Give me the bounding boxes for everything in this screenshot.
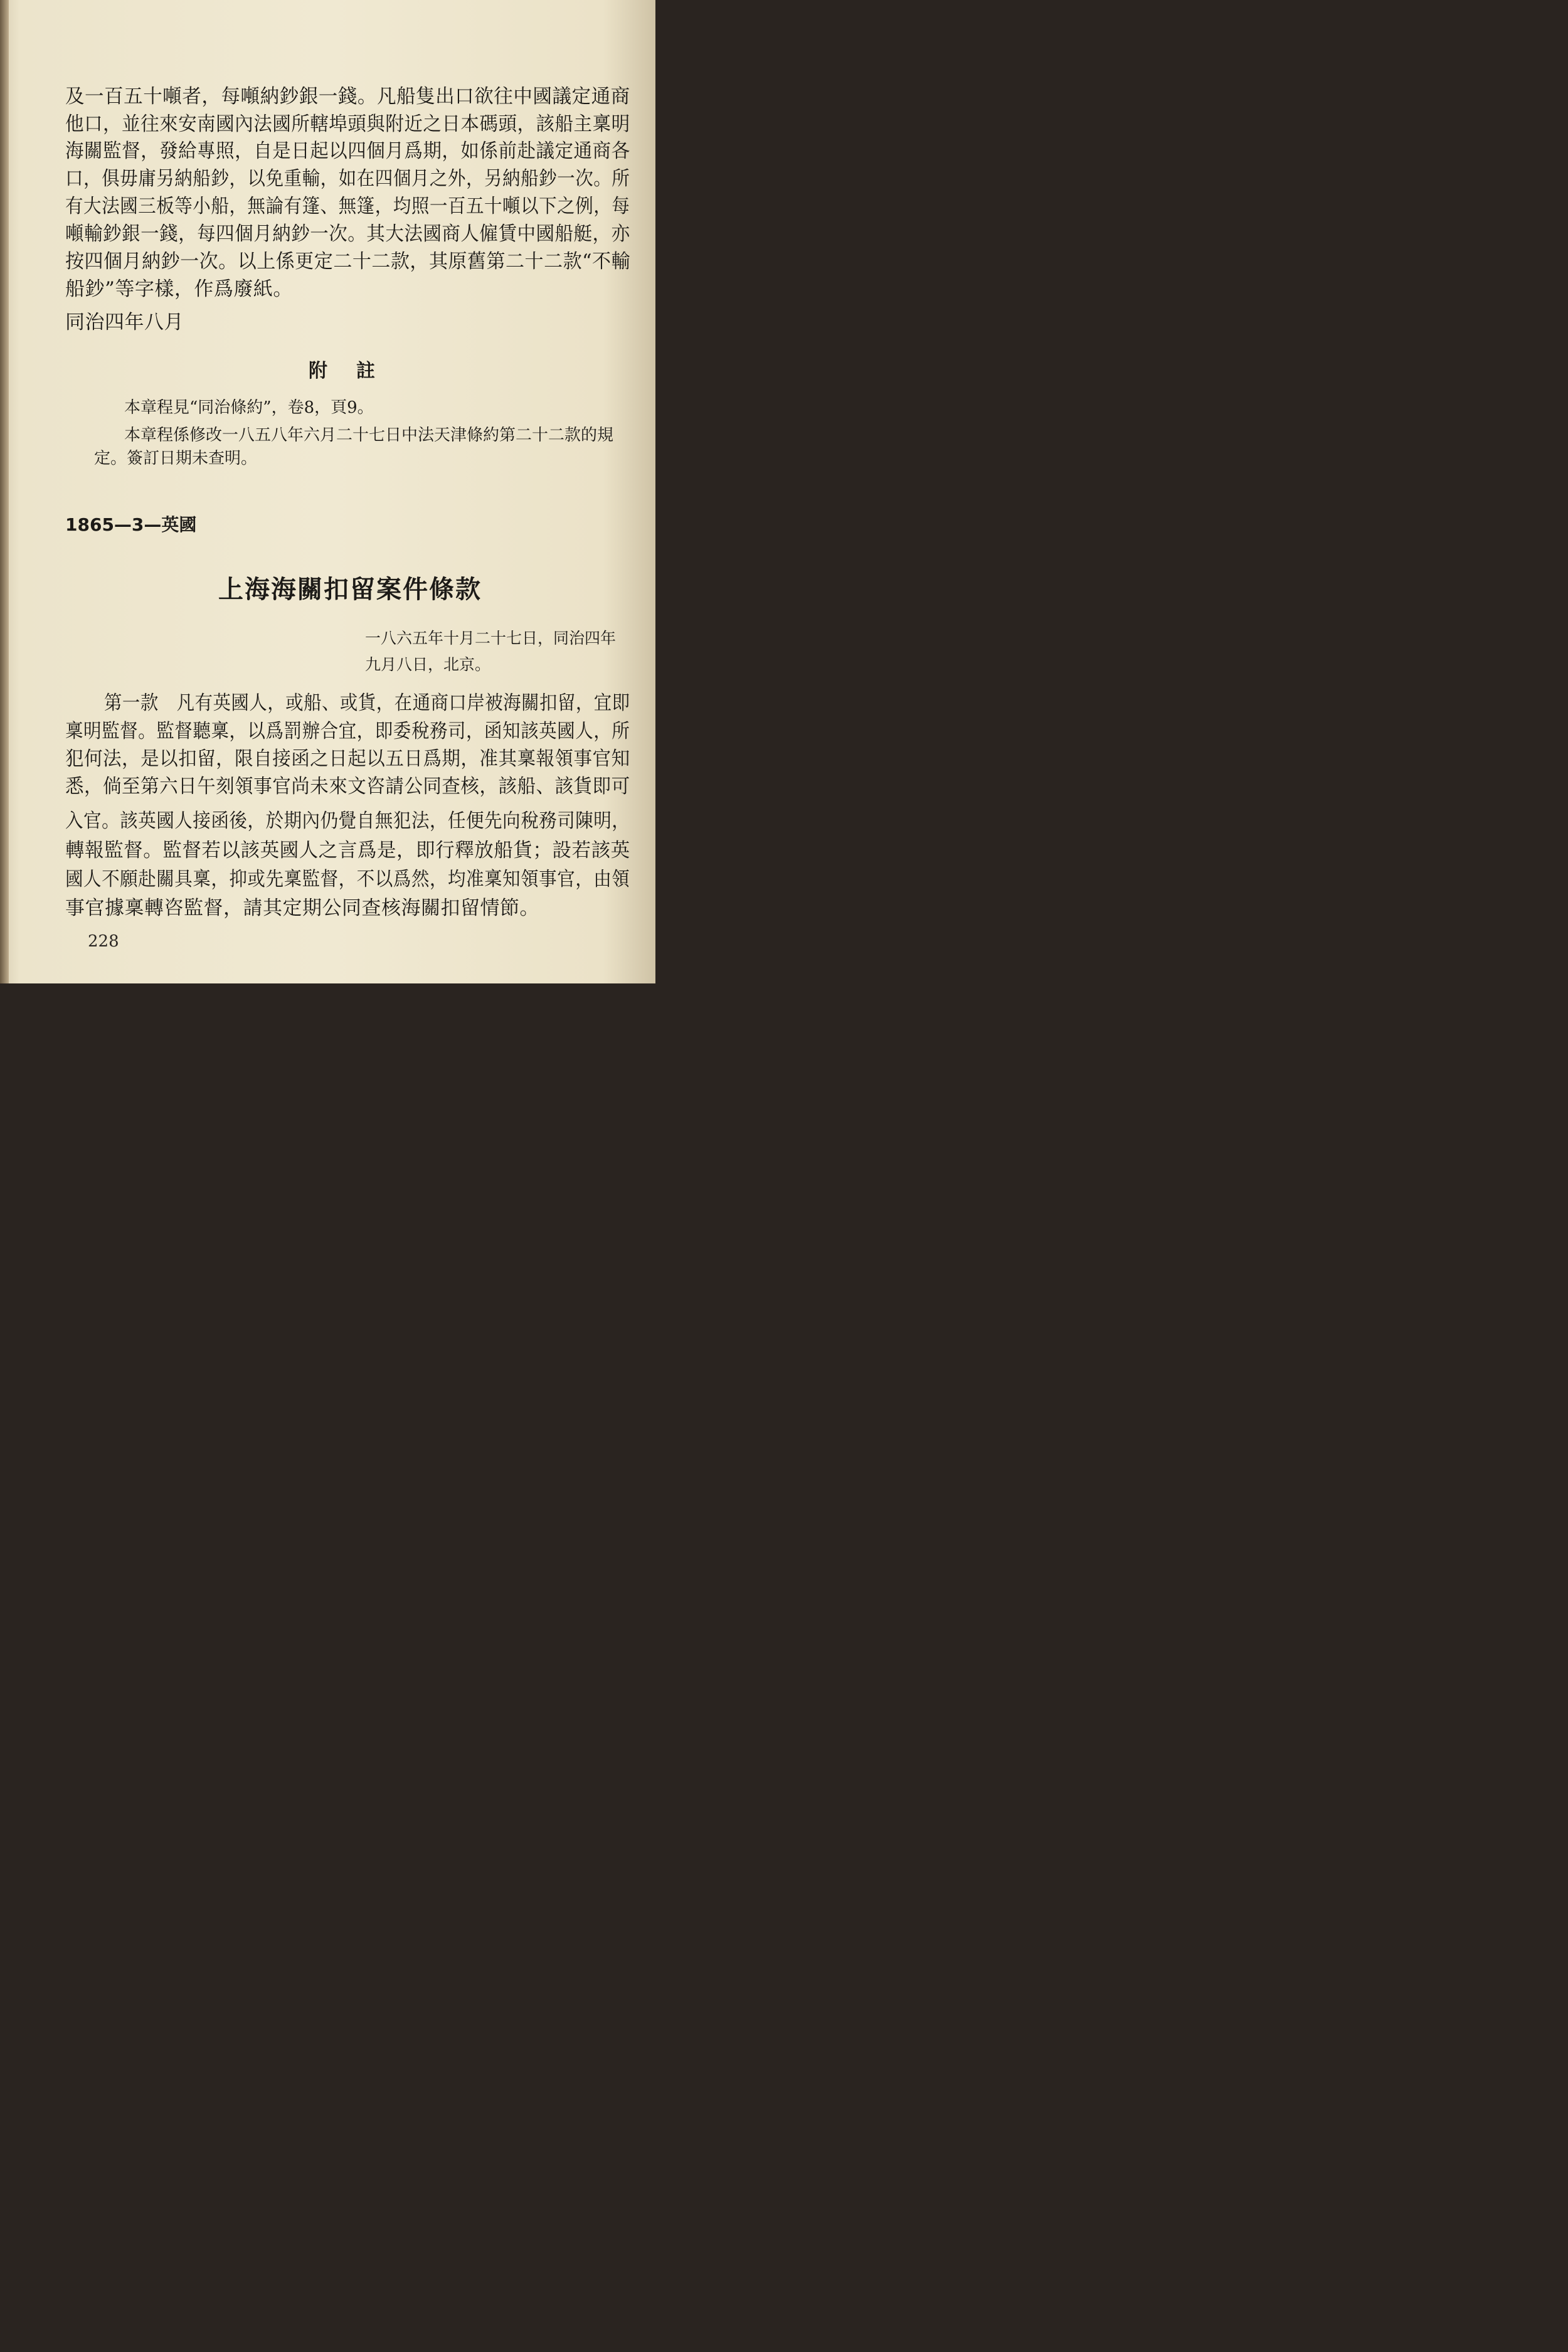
paragraph-line: 口，俱毋庸另納船鈔，以免重輸，如在四個月之外，另納船鈔一次。所 xyxy=(65,167,630,190)
book-spine-shadow xyxy=(0,0,9,983)
article-line: 國人不願赴關具稟，抑或先稟監督，不以爲然，均准稟知領事官，由領 xyxy=(65,868,630,891)
article-line: 入官。該英國人接函後，於期內仍覺自無犯法，任便先向稅務司陳明， xyxy=(65,810,630,832)
article-line: 稟明監督。監督聽稟，以爲罰辦合宜，即委稅務司，函知該英國人，所 xyxy=(65,720,630,743)
treaty-date-line: 九月八日，北京。 xyxy=(365,655,491,674)
paragraph-line: 及一百五十噸者，每噸納鈔銀一錢。凡船隻出口欲往中國議定通商 xyxy=(65,85,630,108)
section-label: 1865—3—英國 xyxy=(65,514,197,535)
treaty-date-line: 一八六五年十月二十七日，同治四年 xyxy=(365,629,617,647)
page-number: 228 xyxy=(88,932,119,951)
note-line: 定。簽訂日期未查明。 xyxy=(94,449,258,468)
article-line: 犯何法，是以扣留，限自接函之日起以五日爲期，准其稟報領事官知 xyxy=(65,748,630,770)
note-line: 本章程見“同治條約”，卷8，頁9。 xyxy=(124,398,374,417)
paragraph-line: 有大法國三板等小船，無論有篷、無篷，均照一百五十噸以下之例，每 xyxy=(65,195,630,218)
note-line: 本章程係修改一八五八年六月二十七日中法天津條約第二十二款的規 xyxy=(124,426,614,445)
paragraph-line: 船鈔”等字樣，作爲廢紙。 xyxy=(65,278,293,300)
paragraph-line: 他口，並往來安南國內法國所轄埠頭與附近之日本碼頭，該船主稟明 xyxy=(65,113,630,135)
paragraph-line: 海關監督，發給專照，自是日起以四個月爲期，如係前赴議定通商各 xyxy=(65,140,630,162)
signing-date: 同治四年八月 xyxy=(65,311,184,334)
book-page xyxy=(0,0,655,983)
article-line: 轉報監督。監督若以該英國人之言爲是，即行釋放船貨；設若該英 xyxy=(65,839,630,862)
article-line: 第一款 凡有英國人，或船、或貨，在通商口岸被海關扣留，宜即 xyxy=(104,692,630,714)
document-title: 上海海關扣留案件條款 xyxy=(218,575,482,604)
article-line: 悉，倘至第六日午刻領事官尚未來文咨請公同查核，該船、該貨即可 xyxy=(65,775,630,798)
paragraph-line: 噸輸鈔銀一錢，每四個月納鈔一次。其大法國商人僱賃中國船艇，亦 xyxy=(65,223,630,245)
notes-heading: 附註 xyxy=(309,360,404,382)
article-line: 事官據稟轉咨監督，請其定期公同查核海關扣留情節。 xyxy=(65,897,539,919)
paragraph-line: 按四個月納鈔一次。以上係更定二十二款，其原舊第二十二款“不輸 xyxy=(65,250,631,273)
